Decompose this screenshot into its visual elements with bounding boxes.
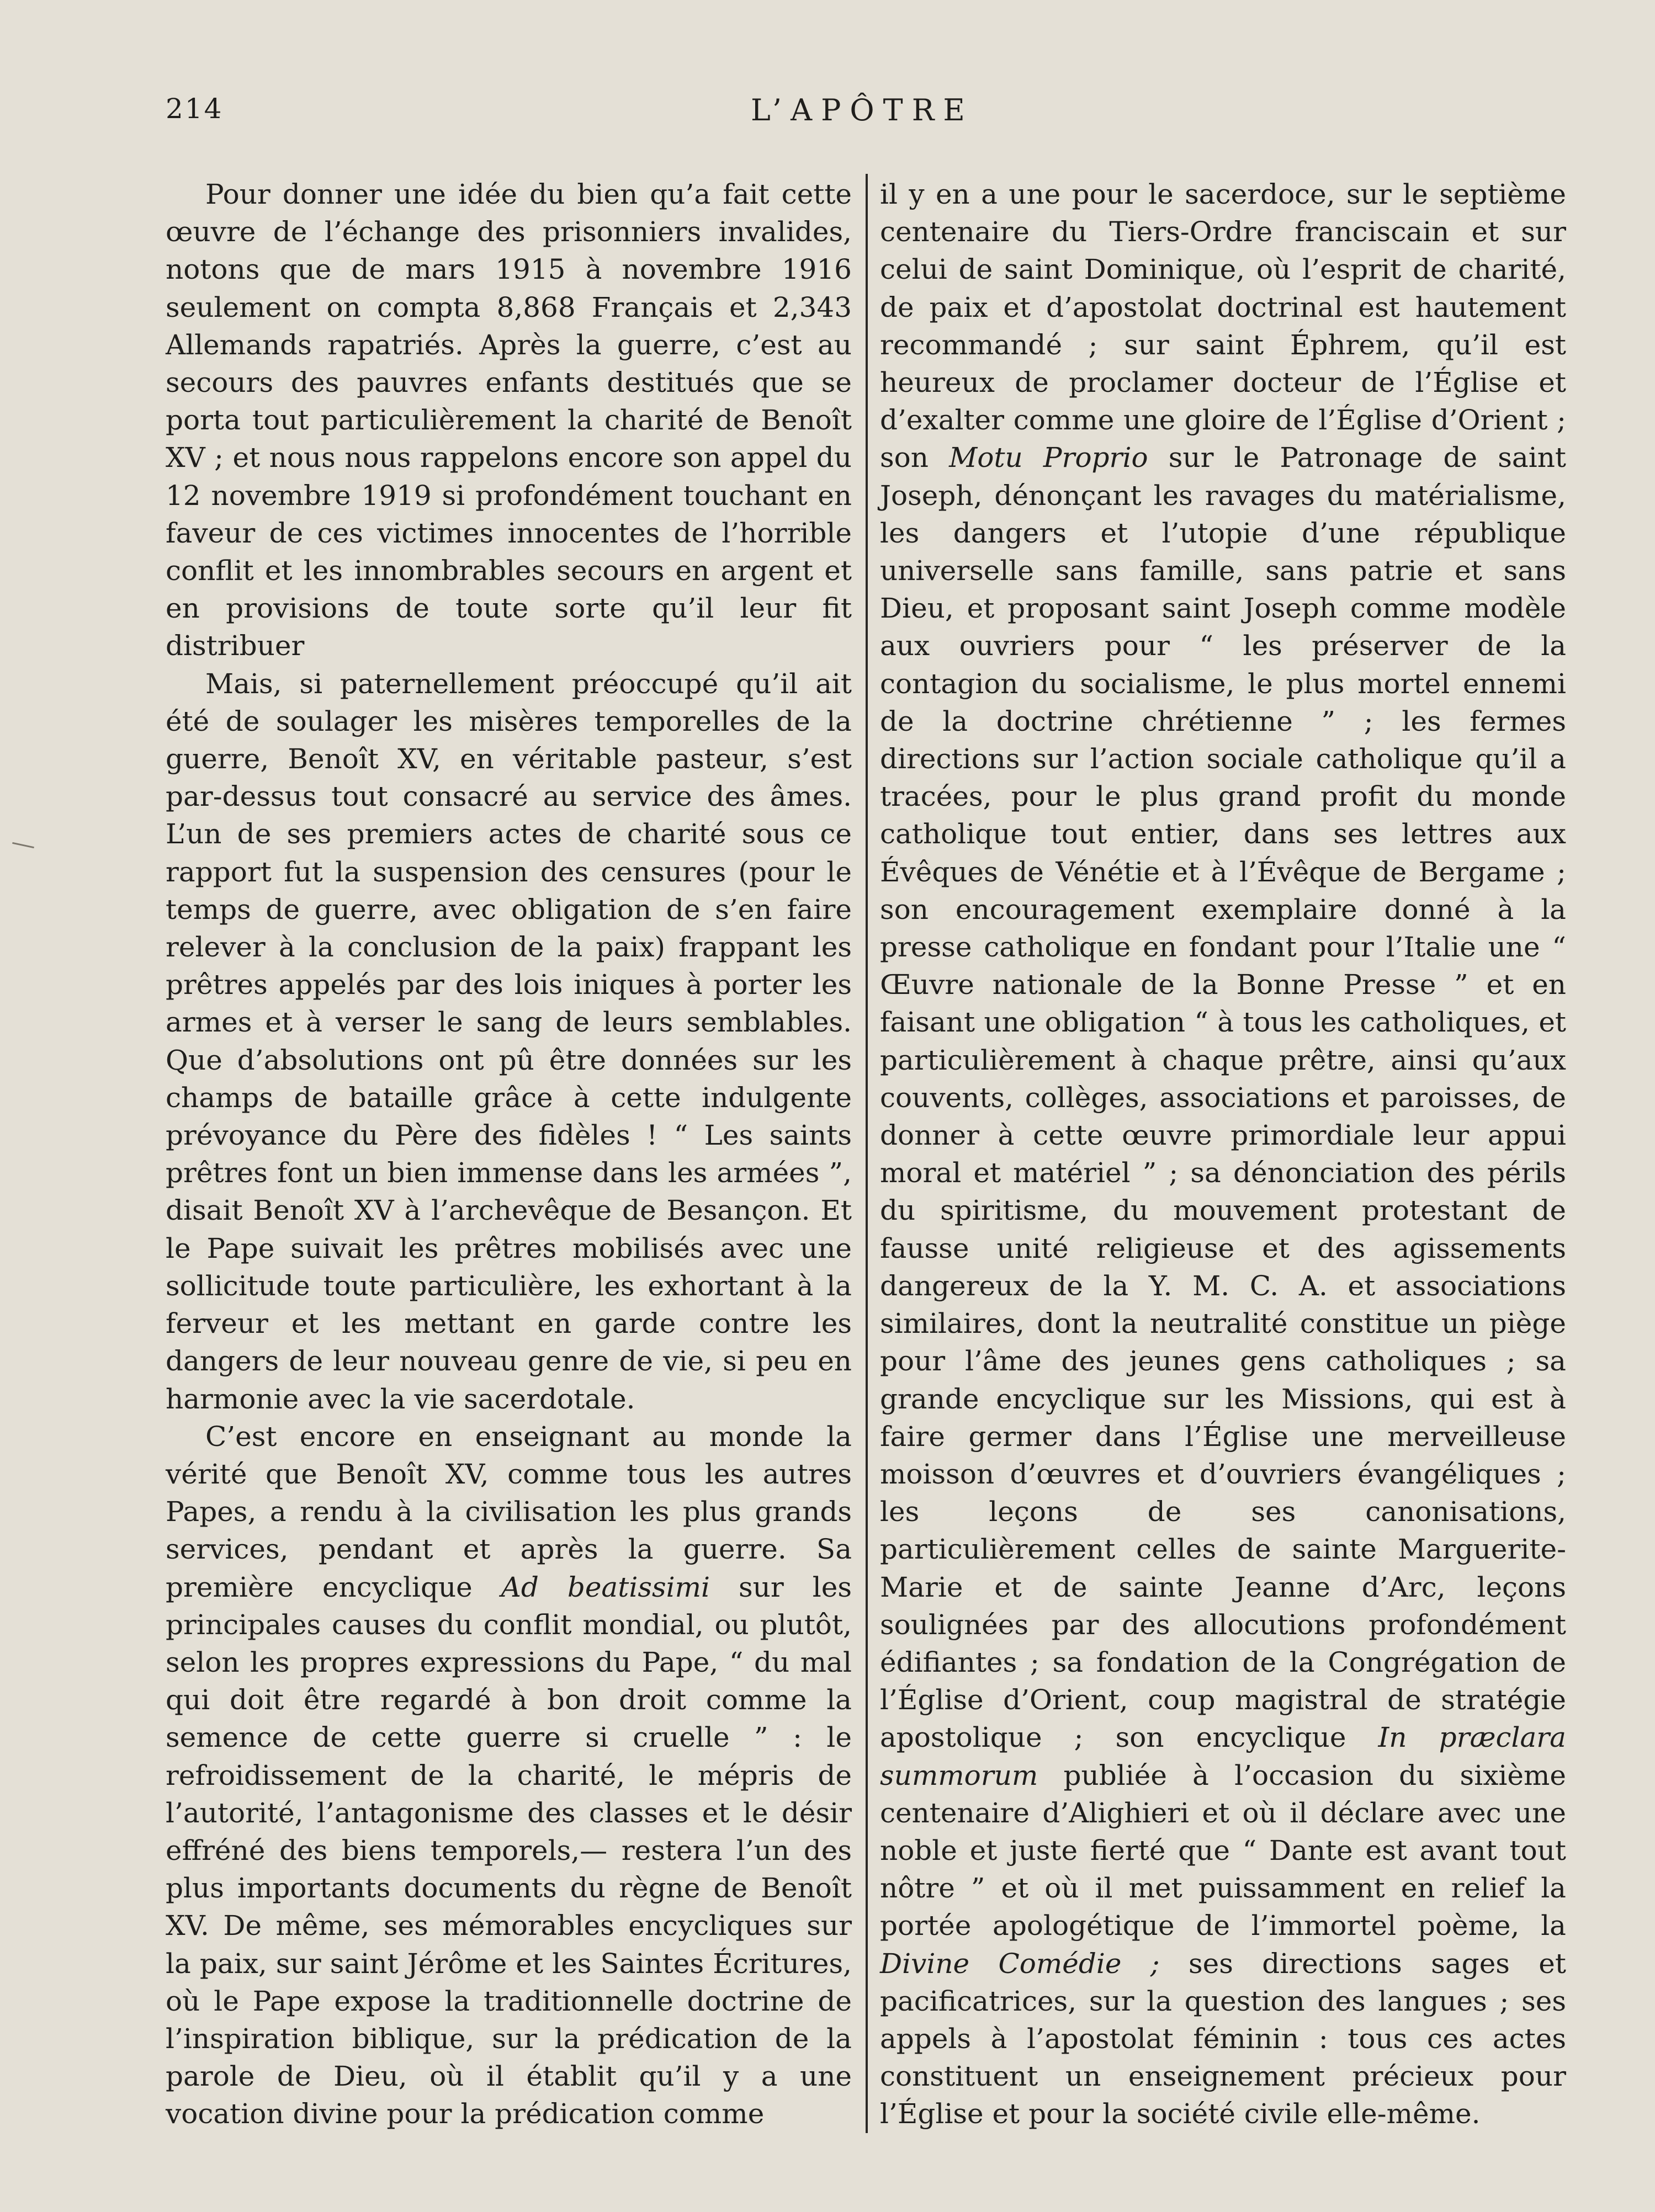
right-column — [880, 176, 1566, 2133]
text-run: sur les principales causes du conflit mondial, ou plutôt, selon les propres expressions du Pape, “ du mal qui doit être regardé à bon droit comme la semence de cette guerre si cruelle ” : le refroidissement de la charité, le mépris de l’autorité, l’antagonisme des classes et le désir effréné des biens temporels,— restera l’un des plus importants documents du règne de Benoît XV. De même, ses mémorables encycliques sur la paix, sur saint Jérôme et les Saintes Écritures, où le Pape expose la traditionnelle doctrine de l’inspiration biblique, sur la prédication de la parole de Dieu, où il établit qu’il y a une vocation divine pour la prédication comme — [166, 1571, 852, 2130]
page-number: 214 — [166, 93, 224, 125]
paragraph-service-of-souls: Mais, si paternellement préoccupé qu’il ait été de soulager les misères temporelles de la guerre, Benoît XV, en véritable pasteur, s’est par-dessus tout consacré au service des âmes. L’un de ses premiers actes de charité sous ce rapport fut la suspension des censures (pour le temps de guerre, avec obligation de s’en faire relever à la conclusion de la paix) frappant les prêtres appelés par des lois iniques à porter les armes et à verser le sang de leurs semblables. Que d’absolutions ont pû être données sur les champs de bataille grâce à cette indulgente prévoyance du Père des fidèles ! “ Les saints prêtres font un bien immense dans les armées ”, disait Benoît XV à l’archevêque de Besançon. Et le Pape suivait les prêtres mobilisés avec une sollicitude toute particulière, les exhortant à la ferveur et les mettant en garde contre les dangers de leur nouveau genre de vie, si peu en harmonie avec la vie sacerdotale. — [166, 667, 852, 1415]
paragraph-teaching-truth — [166, 1418, 852, 2133]
text-run: il y en a une pour le sacerdoce, sur le septième centenaire du Tiers-Ordre franciscain et sur celui de saint Dominique, où l’esprit de charité, de paix et d’apostolat doctrinal est hautement recommandé ; sur saint Éphrem, qu’il est heureux de proclamer docteur de l’Église et d’exalter comme une gloire de l’Église d’Orient ; son — [880, 178, 1566, 474]
running-title: L’APÔTRE — [751, 93, 974, 127]
paragraph-prisoner-exchange: Pour donner une idée du bien qu’a fait cette œuvre de l’échange des prisonniers invalides, notons que de mars 1915 à novembre 1916 seulement on compta 8,868 Français et 2,343 Allemands rapatriés. Après la guerre, c’est au secours des pauvres enfants destitués que se porta tout particulièrement la charité de Benoît XV ; et nous nous rappelons encore son appel du 12 novembre 1919 si profondément touchant en faveur de ces victimes innocentes de l’horrible conflit et les innombrables secours en argent et en provisions de toute sorte qu’il leur fit distribuer — [166, 178, 852, 662]
italic-title-ad-beatissimi: Ad beatissimi — [501, 1571, 710, 1603]
left-column — [166, 176, 852, 2133]
paragraph-continuation — [880, 176, 1566, 2133]
italic-title-motu-proprio: Motu Proprio — [949, 442, 1148, 474]
text-run: ses directions sages et pacificatrices, sur la question des langues ; ses appels à l’apostolat féminin : tous ces actes constituent un enseignement précieux pour l’Église et pour la société civile elle-même. — [880, 1947, 1566, 2130]
italic-title-in-praeclara: In præclara summorum — [880, 1721, 1566, 1791]
text-run: sur le Patronage de saint Joseph, dénonçant les ravages du matérialisme, les dangers et l’utopie d’une république universelle sans famille, sans patrie et sans Dieu, et proposant saint Joseph comme modèle aux ouvriers pour “ les préserver de la contagion du socialisme, le plus mortel ennemi de la doctrine chrétienne ” ; les fermes directions sur l’action sociale catholique qu’il a tracées, pour le plus grand profit du monde catholique tout entier, dans ses lettres aux Évêques de Vénétie et à l’Évêque de Bergame ; son encouragement exemplaire donné à la presse catholique en fondant pour l’Italie une “ Œuvre nationale de la Bonne Presse ” et en faisant une obligation “ à tous les catholiques, et particulièrement à chaque prêtre, ainsi qu’aux couvents, collèges, associations et paroisses, de donner à cette œuvre primordiale leur appui moral et matériel ” ; sa dénonciation des périls du spiritisme, du mouvement protestant de fausse unité religieuse et des agissements dangereux de la Y. M. C. A. et associations similaires, dont la neutralité constitue un piège pour l’âme des jeunes gens catholiques ; sa grande encyclique sur les Missions, qui est à faire germer dans l’Église une merveilleuse moisson d’œuvres et d’ouvriers évangéliques ; les leçons de ses canonisations, particulièrement celles de sainte Marguerite-Marie et de sainte Jeanne d’Arc, leçons soulignées par des allocutions profondément édifiantes ; sa fondation de la Congrégation de l’Église d’Orient, coup magistral de stratégie apostolique ; son encyclique — [880, 442, 1567, 1754]
italic-title-divine-comedie: Divine Comédie ; — [880, 1947, 1160, 1980]
margin-mark — [12, 842, 34, 848]
column-rule — [866, 174, 868, 2133]
text-run: publiée à l’occasion du sixième centenaire d’Alighieri et où il déclare avec une noble et juste fierté que “ Dante est avant tout nôtre ” et où il met puissamment en relief la portée apologétique de l’immortel poème, la — [880, 1759, 1566, 1942]
text-run: C’est encore en enseignant au monde la vérité que Benoît XV, comme tous les autres Papes, a rendu à la civilisation les plus grands services, pendant et après la guerre. Sa première encyclique — [166, 1420, 852, 1603]
